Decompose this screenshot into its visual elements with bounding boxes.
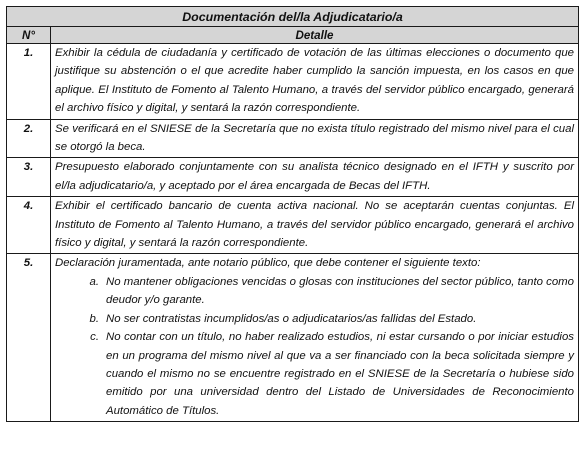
row-detail: Exhibir el certificado bancario de cuenta activa nacional. No se aceptarán cuentas conjuntas. El Instituto de Fomento al Talento Humano, a través del servidor público encargado, generará el archivo físico y digital, y sentará la razón correspondiente. xyxy=(51,197,579,254)
table-header-row xyxy=(7,27,579,44)
row-detail: Exhibir la cédula de ciudadanía y certificado de votación de las últimas elecciones o documento que justifique su abstención o el que acredite haber cumplido la sanción impuesta, en los casos en que aplique. El Instituto de Fomento al Talento Humano, a través del servidor público encargado, generará el archivo físico y digital, y sentará la razón correspondiente. xyxy=(51,44,579,120)
list-item-text: No contar con un título, no haber realizado estudios, ni estar cursando o por iniciar estudios en un programa del mismo nivel al que va a ser financiado con la beca solicitada siempre y cuando el mismo no se encuentre registrado en el SNIESE de la Secretaría o hubiese sido emitido por una universidad dentro del Listado de Universidades de Reconocimiento Automático de Títulos. xyxy=(106,331,574,417)
declaration-sublist xyxy=(55,273,574,420)
table-row xyxy=(7,158,579,197)
column-header-number: N° xyxy=(7,27,51,44)
list-item xyxy=(55,273,574,310)
list-item xyxy=(55,310,574,328)
table-title-row xyxy=(7,7,579,27)
list-item-text: No ser contratistas incumplidos/as o adjudicatarios/as fallidas del Estado. xyxy=(106,312,477,325)
row-number: 1. xyxy=(7,44,51,120)
column-header-detail: Detalle xyxy=(51,27,579,44)
list-item xyxy=(55,328,574,420)
document-table-container xyxy=(6,6,578,422)
row-detail xyxy=(51,254,579,422)
table-row xyxy=(7,119,579,158)
row-number: 3. xyxy=(7,158,51,197)
table-row xyxy=(7,254,579,422)
list-item-letter: a. xyxy=(89,275,99,288)
row-detail-intro: Declaración juramentada, ante notario público, que debe contener el siguiente texto: xyxy=(55,257,481,270)
list-item-letter: b. xyxy=(89,312,99,325)
list-item-text: No mantener obligaciones vencidas o glosas con instituciones del sector público, tanto como deudor y/o garante. xyxy=(106,275,574,307)
row-number: 4. xyxy=(7,197,51,254)
row-number: 5. xyxy=(7,254,51,422)
table-title: Documentación del/la Adjudicatario/a xyxy=(7,7,579,27)
list-item-letter: c. xyxy=(90,331,99,344)
row-number: 2. xyxy=(7,119,51,158)
table-row xyxy=(7,197,579,254)
row-detail: Presupuesto elaborado conjuntamente con su analista técnico designado en el IFTH y suscrito por el/la adjudicatario/a, y aceptado por el área encargada de Becas del IFTH. xyxy=(51,158,579,197)
row-detail: Se verificará en el SNIESE de la Secretaría que no exista título registrado del mismo nivel para el cual se otorgó la beca. xyxy=(51,119,579,158)
adjudicatario-documents-table xyxy=(6,6,579,422)
table-row xyxy=(7,44,579,120)
